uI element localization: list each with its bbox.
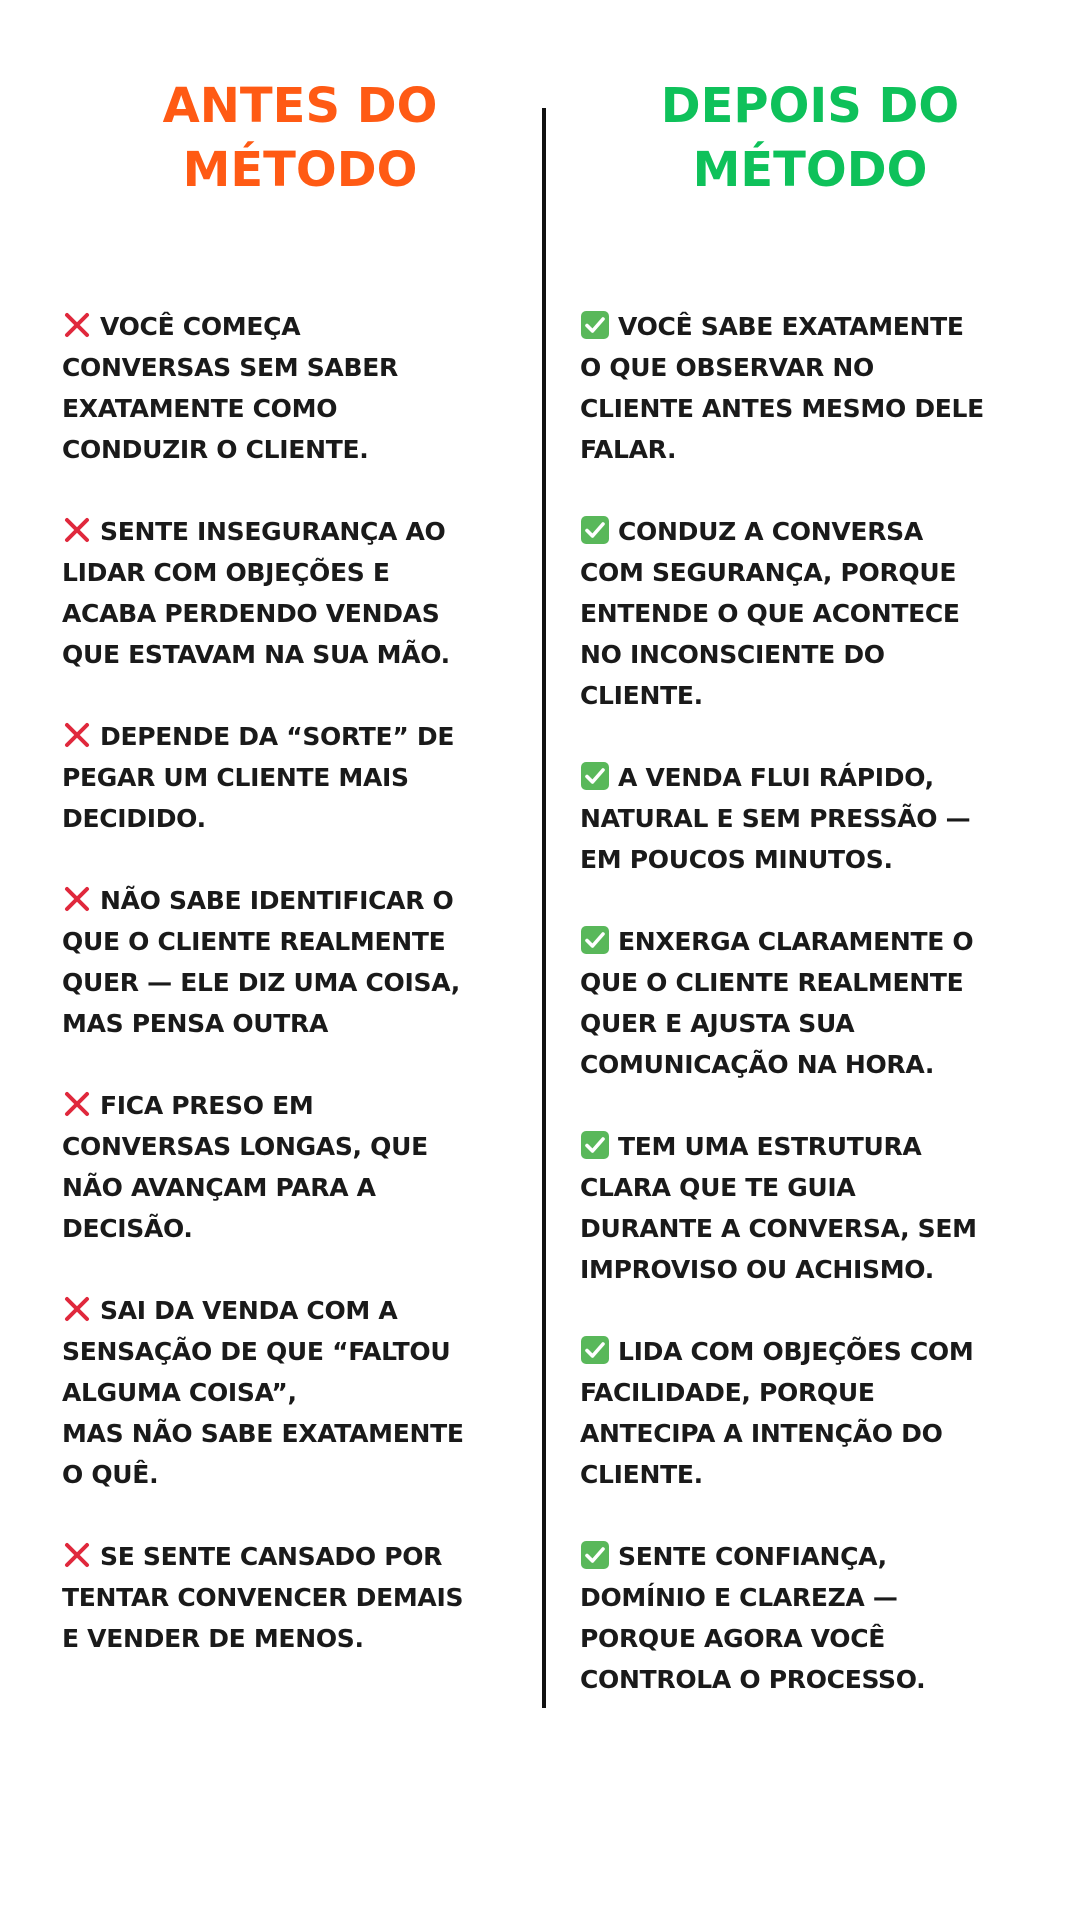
after-item: [580, 1331, 1042, 1495]
after-list: [580, 306, 1042, 1741]
check-mark-icon: [580, 1130, 610, 1160]
before-item: [62, 306, 524, 470]
before-item-text: SE SENTE CANSADO POR TENTAR CONVENCER DEMAIS E VENDER DE MENOS.: [62, 1542, 464, 1653]
after-item-text: ENXERGA CLARAMENTE O QUE O CLIENTE REALMENTE QUER E AJUSTA SUA COMUNICAÇÃO NA HORA.: [580, 927, 974, 1079]
cross-mark-icon: [62, 1294, 92, 1324]
check-mark-icon: [580, 925, 610, 955]
before-item: [62, 880, 524, 1044]
cross-mark-icon: [62, 884, 92, 914]
after-item: [580, 511, 1042, 716]
before-item: [62, 511, 524, 675]
before-item-text: SAI DA VENDA COM A SENSAÇÃO DE QUE “FALTOU ALGUMA COISA”, MAS NÃO SABE EXATAMENTE O QUÊ.: [62, 1296, 464, 1489]
column-divider: [542, 108, 546, 1708]
cross-mark-icon: [62, 1089, 92, 1119]
after-title-line1: DEPOIS DO: [660, 78, 960, 134]
check-mark-icon: [580, 1540, 610, 1570]
after-item-text: VOCÊ SABE EXATAMENTE O QUE OBSERVAR NO CLIENTE ANTES MESMO DELE FALAR.: [580, 312, 984, 464]
after-title: [590, 74, 1030, 202]
before-item-text: FICA PRESO EM CONVERSAS LONGAS, QUE NÃO AVANÇAM PARA A DECISÃO.: [62, 1091, 428, 1243]
cross-mark-icon: [62, 1540, 92, 1570]
after-item: [580, 1126, 1042, 1290]
cross-mark-icon: [62, 720, 92, 750]
before-title-line1: ANTES DO: [162, 78, 438, 134]
after-item-text: CONDUZ A CONVERSA COM SEGURANÇA, PORQUE ENTENDE O QUE ACONTECE NO INCONSCIENTE DO CLIENTE.: [580, 517, 960, 710]
after-item: [580, 1536, 1042, 1700]
before-item-text: DEPENDE DA “SORTE” DE PEGAR UM CLIENTE MAIS DECIDIDO.: [62, 722, 455, 833]
after-item: [580, 921, 1042, 1085]
before-item: [62, 1290, 524, 1495]
check-mark-icon: [580, 1335, 610, 1365]
cross-mark-icon: [62, 310, 92, 340]
before-title: [80, 74, 520, 202]
after-item-text: SENTE CONFIANÇA, DOMÍNIO E CLAREZA — PORQUE AGORA VOCÊ CONTROLA O PROCESSO.: [580, 1542, 926, 1694]
check-mark-icon: [580, 515, 610, 545]
after-title-line2: MÉTODO: [692, 142, 928, 198]
before-item-text: VOCÊ COMEÇA CONVERSAS SEM SABER EXATAMENTE COMO CONDUZIR O CLIENTE.: [62, 312, 398, 464]
check-mark-icon: [580, 761, 610, 791]
before-item-text: NÃO SABE IDENTIFICAR O QUE O CLIENTE REALMENTE QUER — ELE DIZ UMA COISA, MAS PENSA OUTRA: [62, 886, 460, 1038]
before-item-text: SENTE INSEGURANÇA AO LIDAR COM OBJEÇÕES E ACABA PERDENDO VENDAS QUE ESTAVAM NA SUA MÃO.: [62, 517, 450, 669]
check-mark-icon: [580, 310, 610, 340]
after-item-text: LIDA COM OBJEÇÕES COM FACILIDADE, PORQUE ANTECIPA A INTENÇÃO DO CLIENTE.: [580, 1337, 974, 1489]
before-item: [62, 1536, 524, 1659]
before-title-line2: MÉTODO: [182, 142, 418, 198]
after-item: [580, 306, 1042, 470]
cross-mark-icon: [62, 515, 92, 545]
before-item: [62, 1085, 524, 1249]
after-item: [580, 757, 1042, 880]
before-item: [62, 716, 524, 839]
after-item-text: TEM UMA ESTRUTURA CLARA QUE TE GUIA DURANTE A CONVERSA, SEM IMPROVISO OU ACHISMO.: [580, 1132, 977, 1284]
after-item-text: A VENDA FLUI RÁPIDO, NATURAL E SEM PRESSÃO — EM POUCOS MINUTOS.: [580, 763, 971, 874]
before-list: [62, 306, 524, 1700]
